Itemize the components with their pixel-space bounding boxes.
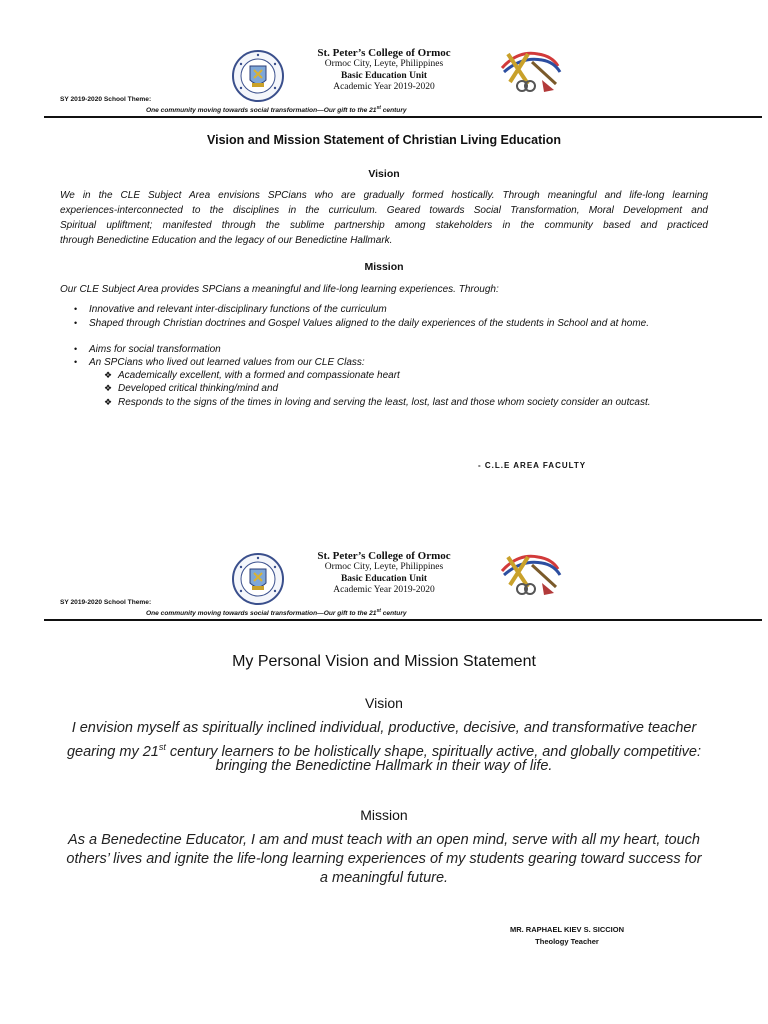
college-name: St. Peter’s College of Ormoc: [317, 550, 451, 562]
personal-mission-heading: Mission: [360, 807, 408, 823]
bullet-dot-icon: •: [74, 304, 78, 314]
mission-bullet: • Aims for social transformation: [74, 344, 221, 355]
school-year-label: SY 2019-2020 School Theme:: [60, 599, 152, 606]
teacher-signature: [484, 924, 650, 948]
personal-mission-line: As a Benedectine Educator, I am and must teach with an open mind, serve with all my heart, touch: [68, 832, 700, 848]
cle-vision-line: We in the CLE Subject Area envisions SPCians who are gradually formed hostically. Through meaningful and life-long learning: [60, 190, 708, 201]
academic-year: Academic Year 2019-2020: [333, 82, 435, 92]
diamond-bullet-icon: ❖: [104, 397, 113, 407]
unit-name: Basic Education Unit: [340, 573, 428, 584]
cle-vision-heading: Vision: [368, 168, 400, 180]
college-name: St. Peter’s College of Ormoc: [317, 47, 451, 59]
bullet-dot-icon: •: [74, 344, 78, 354]
bullet-dot-icon: •: [74, 318, 78, 328]
school-year-label: SY 2019-2020 School Theme:: [60, 96, 152, 103]
header-divider: [44, 619, 762, 621]
benedictine-emblem-logo: [498, 547, 562, 599]
mission-bullet: • Shaped through Christian doctrines and Gospel Values aligned to the daily experiences of the students in School and at home.: [74, 318, 649, 329]
personal-mission-line: a meaningful future.: [319, 870, 449, 886]
teacher-title: Theology Teacher: [535, 937, 599, 946]
academic-year: Academic Year 2019-2020: [333, 585, 435, 595]
diamond-bullet-icon: ❖: [104, 383, 113, 393]
mission-sub-bullet: ❖ Academically excellent, with a formed and compassionate heart: [104, 370, 400, 381]
bullet-dot-icon: •: [74, 357, 78, 367]
mission-sub-bullet: ❖ Developed critical thinking/mind and: [104, 383, 279, 394]
letterhead-bottom: [0, 503, 768, 625]
letterhead-text: [284, 47, 484, 94]
school-theme: One community moving towards social transformation—Our gift to the 21st century: [146, 105, 407, 115]
mission-bullet: • An SPCians who lived out learned values from our CLE Class:: [74, 357, 365, 368]
cle-mission-heading: Mission: [364, 261, 404, 273]
personal-vision-line: bringing the Benedictine Hallmark in their way of life.: [215, 758, 553, 774]
cle-vision-line: Spiritual upliftment; manifested through the sublime partnership among stakeholders in the community based and practiced: [60, 220, 708, 231]
personal-title: My Personal Vision and Mission Statement: [232, 653, 536, 670]
college-seal-logo: [232, 553, 284, 605]
mission-bullet: • Innovative and relevant inter-disciplinary functions of the curriculum: [74, 304, 387, 315]
college-address: Ormoc City, Leyte, Philippines: [324, 562, 444, 572]
cle-vision-line: through Benedictine Education and the legacy of our Benedictine Hallmark.: [60, 235, 393, 246]
unit-name: Basic Education Unit: [340, 70, 428, 81]
header-divider: [44, 116, 762, 118]
college-seal-logo: [232, 50, 284, 102]
personal-vision-heading: Vision: [365, 695, 403, 711]
school-theme: One community moving towards social transformation—Our gift to the 21st century: [146, 608, 407, 618]
mission-sub-bullet: ❖ Responds to the signs of the times in loving and serving the least, lost, last and those whom society consider an outcast.: [104, 397, 651, 408]
cle-mission-intro: Our CLE Subject Area provides SPCians a meaningful and life-long learning experiences. Through:: [60, 284, 499, 295]
cle-title: Vision and Mission Statement of Christian Living Education: [207, 133, 561, 147]
cle-vision-line: experiences-interconnected to the disciplines in the curriculum. Geared towards Social Transformation, Moral Development and: [60, 205, 708, 216]
letterhead-top: [0, 0, 768, 122]
college-address: Ormoc City, Leyte, Philippines: [324, 59, 444, 69]
personal-vision-line: gearing my 21st century learners to be holistically shape, spiritually active, and globally competitive:: [66, 742, 702, 760]
benedictine-emblem-logo: [498, 44, 562, 96]
letterhead-text: [284, 550, 484, 597]
diamond-bullet-icon: ❖: [104, 370, 113, 380]
personal-vision-line: I envision myself as spiritually inclined individual, productive, decisive, and transformative teacher: [71, 720, 697, 736]
personal-mission-line: others’ lives and ignite the life-long learning experiences of my students gearing toward success for: [66, 851, 702, 867]
cle-faculty-signature: - C.L.E AREA FACULTY: [478, 461, 587, 470]
teacher-name: MR. RAPHAEL KIEV S. SICCION: [509, 925, 625, 934]
